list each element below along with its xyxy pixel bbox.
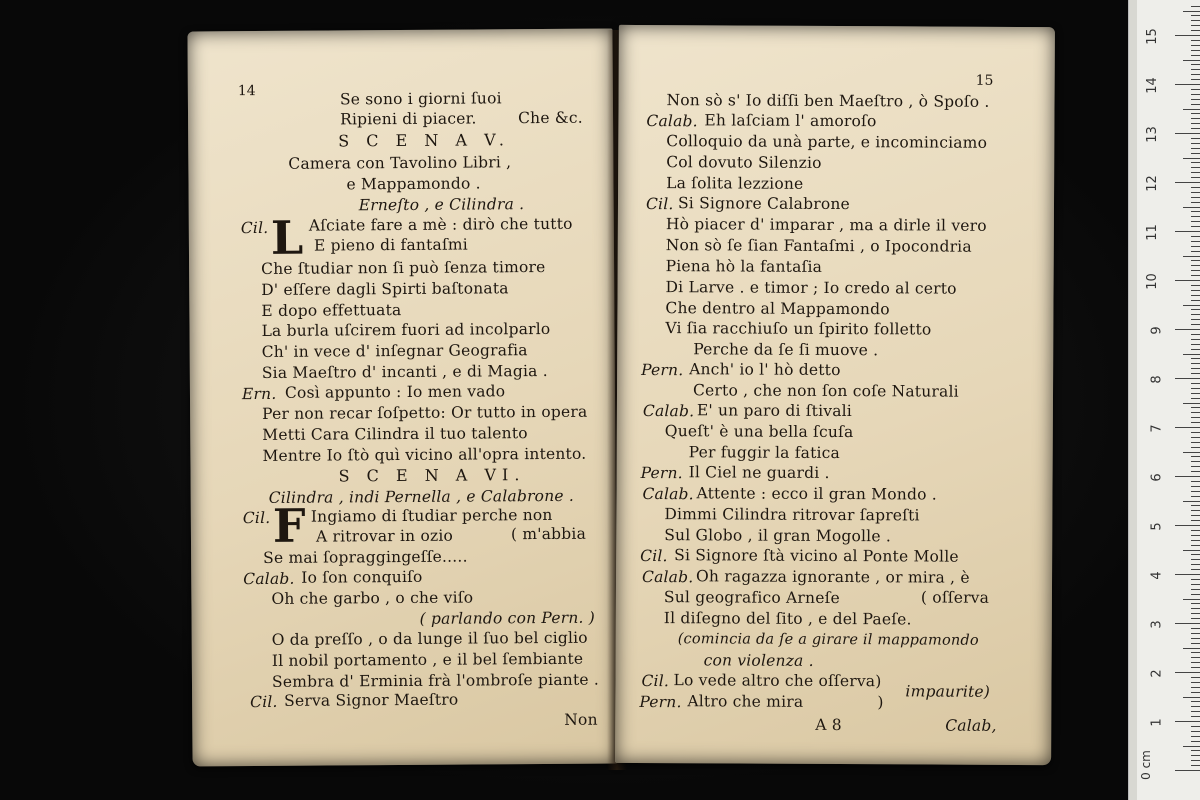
ruler-mark: 10 xyxy=(1145,273,1161,290)
speaker-label: Pern. xyxy=(639,692,682,712)
text-line: Sembra d' Erminia frà l'ombroſe piante . xyxy=(271,670,600,691)
ruler-tick xyxy=(1175,770,1200,771)
text-line: Per non recar ſoſpetto: Or tutto in opera xyxy=(262,402,588,423)
text-line: Serva Signor Maeſtro xyxy=(284,690,459,710)
ruler-mark: 4 xyxy=(1149,571,1165,580)
ruler-tick xyxy=(1191,667,1200,668)
ruler-tick xyxy=(1191,236,1200,237)
text-line: Mentre Io ſtò quì vicino all'opra intento. xyxy=(262,444,587,465)
scene-heading: S C E N A V. xyxy=(338,130,510,151)
ruler-tick xyxy=(1191,118,1200,119)
text-line: Che ſtudiar non ſi può ſenza timore xyxy=(261,257,546,278)
text-line: Si Signore Calabrone xyxy=(677,194,851,214)
text-line: Oh ragazza ignorante , or mira , è xyxy=(696,567,970,587)
ruler-unit-label: 0 cm xyxy=(1139,750,1154,780)
ruler-tick xyxy=(1191,162,1200,163)
speaker-label: Cil. xyxy=(240,218,269,238)
speaker-label: Cil. xyxy=(641,671,670,691)
ruler-tick xyxy=(1183,256,1200,257)
text-line: A ritrovar in ozio xyxy=(315,526,454,546)
ruler-tick xyxy=(1191,731,1200,732)
ruler-tick xyxy=(1191,755,1200,756)
stage-direction: ( parlando con Pern. ) xyxy=(419,608,596,628)
stage-direction: e Mappamondo . xyxy=(346,174,481,194)
ruler-tick xyxy=(1183,452,1200,453)
ruler-tick xyxy=(1191,167,1200,168)
speaker-label: Cil. xyxy=(640,546,668,566)
ruler-tick xyxy=(1191,339,1200,340)
drop-cap: F xyxy=(272,498,306,553)
ruler-tick xyxy=(1191,422,1200,423)
ruler-mark: 1 xyxy=(1149,718,1165,727)
ruler-tick xyxy=(1191,618,1200,619)
ruler-tick xyxy=(1175,133,1200,134)
text-line: Che &c. xyxy=(517,108,583,128)
text-line: Se mai ſopraggingeſſe..... xyxy=(263,547,468,567)
page-number-left: 14 xyxy=(237,83,256,100)
ruler-tick xyxy=(1191,30,1200,31)
ruler-tick xyxy=(1191,398,1200,399)
text-line: ) xyxy=(877,693,884,712)
text-line: D' eſſere dagli Spirti baſtonata xyxy=(261,279,509,299)
ruler-tick xyxy=(1191,74,1200,75)
ruler-tick xyxy=(1175,525,1200,526)
ruler-tick xyxy=(1191,530,1200,531)
ruler-tick xyxy=(1191,265,1200,266)
ruler-tick xyxy=(1191,99,1200,100)
ruler-tick xyxy=(1175,35,1200,36)
ruler-tick xyxy=(1191,251,1200,252)
ruler-tick xyxy=(1191,594,1200,595)
text-line: Non sò s' Io diſſi ben Maeſtro , ò Spoſo . xyxy=(666,91,990,111)
ruler-tick xyxy=(1191,241,1200,242)
ruler-tick xyxy=(1191,657,1200,658)
ruler-tick xyxy=(1191,324,1200,325)
ruler-mark: 5 xyxy=(1149,522,1165,531)
ruler-tick xyxy=(1191,368,1200,369)
ruler-tick xyxy=(1191,79,1200,80)
ruler-tick xyxy=(1191,393,1200,394)
ruler-tick xyxy=(1191,143,1200,144)
ruler-tick xyxy=(1191,741,1200,742)
ruler-tick xyxy=(1191,510,1200,511)
ruler-tick xyxy=(1175,574,1200,575)
ruler-tick xyxy=(1191,569,1200,570)
speaker-label: Cil. xyxy=(645,195,674,214)
drop-cap: L xyxy=(270,210,304,265)
text-line: Sul geografico Arneſe xyxy=(663,588,840,608)
ruler-tick xyxy=(1191,25,1200,26)
page-number-right: 15 xyxy=(975,72,994,89)
text-line: Piena hò la fantaſia xyxy=(665,257,823,276)
ruler-tick xyxy=(1183,501,1200,502)
right-page xyxy=(615,25,1055,765)
text-line: Metti Cara Cilindra il tuo talento xyxy=(262,424,528,444)
ruler-tick xyxy=(1191,40,1200,41)
ruler-tick xyxy=(1191,486,1200,487)
ruler-tick xyxy=(1191,496,1200,497)
text-line: Sul Globo , il gran Mogolle . xyxy=(664,526,892,546)
ruler-tick xyxy=(1191,491,1200,492)
speaker-label: Calab. xyxy=(646,112,698,131)
text-line: Di Larve . e timor ; Io credo al certo xyxy=(665,278,957,298)
ruler-tick xyxy=(1191,603,1200,604)
text-line: Queſt' è una bella ſcuſa xyxy=(664,422,854,442)
ruler-tick xyxy=(1191,461,1200,462)
ruler-tick xyxy=(1191,520,1200,521)
ruler-tick xyxy=(1175,721,1200,722)
ruler-tick xyxy=(1191,677,1200,678)
ruler-tick xyxy=(1191,559,1200,560)
text-line: ( m'abbia xyxy=(510,524,587,544)
ruler-tick xyxy=(1191,535,1200,536)
text-line: E dopo effettuata xyxy=(261,301,402,320)
ruler-tick xyxy=(1175,182,1200,183)
ruler-tick xyxy=(1191,515,1200,516)
ruler-tick xyxy=(1191,113,1200,114)
text-line: Oh che garbo , o che viſo xyxy=(271,588,474,608)
stage-direction: ( oſſerva xyxy=(920,588,990,607)
ruler-mark: 9 xyxy=(1149,326,1165,335)
ruler-tick xyxy=(1191,260,1200,261)
text-line: Anch' io l' hò detto xyxy=(689,360,841,380)
ruler-tick xyxy=(1191,334,1200,335)
ruler-tick xyxy=(1191,123,1200,124)
ruler-tick xyxy=(1191,275,1200,276)
text-line: Io ſon conquiſo xyxy=(301,567,423,587)
ruler-tick xyxy=(1191,197,1200,198)
speaker-label: Calab. xyxy=(642,484,694,504)
text-line: Hò piacer d' imparar , ma a dirle il vero xyxy=(665,215,987,235)
speaker-label: Calab. xyxy=(243,569,295,589)
ruler-tick xyxy=(1191,216,1200,217)
ruler-tick xyxy=(1191,662,1200,663)
ruler-tick xyxy=(1191,442,1200,443)
ruler-tick xyxy=(1191,20,1200,21)
ruler-tick xyxy=(1191,407,1200,408)
text-line: Il diſegno del ſito , e del Paeſe. xyxy=(663,609,912,629)
ruler-tick xyxy=(1191,221,1200,222)
ruler-tick xyxy=(1191,153,1200,154)
ruler-tick xyxy=(1191,481,1200,482)
ruler-tick xyxy=(1183,599,1200,600)
speaker-label: Pern. xyxy=(640,463,683,483)
ruler-tick xyxy=(1183,207,1200,208)
ruler-tick xyxy=(1191,45,1200,46)
ruler-tick xyxy=(1191,692,1200,693)
ruler-tick xyxy=(1191,373,1200,374)
left-page xyxy=(187,29,617,767)
ruler-tick xyxy=(1191,540,1200,541)
text-line: Non sò ſe ſian Fantaſmi , o Ipocondria xyxy=(665,236,972,256)
ruler-tick xyxy=(1191,300,1200,301)
ruler-tick xyxy=(1191,309,1200,310)
text-line: Se sono i giorni ſuoi xyxy=(339,89,502,109)
ruler-tick xyxy=(1191,447,1200,448)
ruler-tick xyxy=(1191,471,1200,472)
text-line: Ch' in vece d' inſegnar Geografia xyxy=(261,341,528,361)
text-line: Col dovuto Silenzio xyxy=(666,153,822,172)
text-line: Ingiamo di ſtudiar perche non xyxy=(310,505,553,526)
text-line: La burla uſcirem fuori ad incolparlo xyxy=(261,319,551,340)
signature-mark: A 8 xyxy=(815,715,842,735)
text-line: Vi ſia racchiuſo un ſpirito folletto xyxy=(665,319,932,339)
ruler-tick xyxy=(1183,354,1200,355)
ruler-mark: 7 xyxy=(1149,424,1165,433)
ruler-tick xyxy=(1191,417,1200,418)
ruler-tick xyxy=(1191,608,1200,609)
text-line: Si Signore ſtà vicino al Ponte Molle xyxy=(674,546,959,566)
catchword: Calab, xyxy=(945,716,997,735)
speaker-label: Cil. xyxy=(250,692,278,712)
ruler-tick xyxy=(1191,148,1200,149)
ruler-tick xyxy=(1191,554,1200,555)
stage-direction: (comincia da ſe a girare il mappamondo xyxy=(677,631,979,649)
ruler-tick xyxy=(1191,138,1200,139)
scene-heading: S C E N A VI. xyxy=(338,465,526,486)
ruler-tick xyxy=(1191,584,1200,585)
ruler-tick xyxy=(1191,344,1200,345)
text-line: Aſciate fare a mè : dirò che tutto xyxy=(308,214,573,235)
catchword: Non xyxy=(564,710,598,729)
ruler-tick xyxy=(1191,432,1200,433)
ruler-tick xyxy=(1191,285,1200,286)
ruler-tick xyxy=(1191,687,1200,688)
ruler-mark: 14 xyxy=(1145,77,1161,94)
text-line: Così appunto : Io men vado xyxy=(284,382,506,402)
ruler-tick xyxy=(1191,701,1200,702)
ruler-tick xyxy=(1191,638,1200,639)
ruler-mark: 15 xyxy=(1145,28,1161,45)
ruler-tick xyxy=(1175,378,1200,379)
ruler-tick xyxy=(1191,94,1200,95)
ruler-tick xyxy=(1191,69,1200,70)
ruler-tick xyxy=(1191,633,1200,634)
character-list: Erneſto , e Cilindra . xyxy=(358,195,525,215)
text-line: Perche da ſe ſi muove . xyxy=(693,340,879,360)
ruler-tick xyxy=(1191,437,1200,438)
ruler-tick xyxy=(1191,652,1200,653)
ruler-mark: 8 xyxy=(1149,375,1165,384)
ruler-tick xyxy=(1191,706,1200,707)
ruler-tick xyxy=(1191,192,1200,193)
ruler-tick xyxy=(1183,697,1200,698)
ruler-tick xyxy=(1183,158,1200,159)
text-line: Lo vede altro che oſſerva) xyxy=(673,671,882,691)
ruler-tick xyxy=(1191,388,1200,389)
ruler-tick xyxy=(1175,280,1200,281)
text-line: Certo , che non ſon coſe Naturali xyxy=(692,381,959,401)
ruler-mark: 6 xyxy=(1149,473,1165,482)
ruler-tick xyxy=(1183,60,1200,61)
ruler-tick xyxy=(1191,682,1200,683)
speaker-label: Pern. xyxy=(641,360,684,380)
ruler-tick xyxy=(1175,476,1200,477)
ruler-tick xyxy=(1191,358,1200,359)
ruler-edge xyxy=(1129,0,1137,800)
ruler-mark: 3 xyxy=(1149,620,1165,629)
ruler-tick xyxy=(1191,211,1200,212)
ruler-tick xyxy=(1191,466,1200,467)
ruler-tick xyxy=(1183,648,1200,649)
text-line: Sia Maeſtro d' incanti , e di Magia . xyxy=(261,361,548,382)
stage-direction: Camera con Tavolino Libri , xyxy=(288,153,512,173)
ruler-tick xyxy=(1191,270,1200,271)
stage-direction: impaurite) xyxy=(905,682,991,701)
text-line: E' un paro di ſtivali xyxy=(696,401,853,421)
ruler-tick xyxy=(1191,314,1200,315)
character-list: Cilindra , indi Pernella , e Calabrone . xyxy=(268,486,575,507)
ruler-tick xyxy=(1191,760,1200,761)
ruler-tick xyxy=(1191,128,1200,129)
ruler-tick xyxy=(1175,427,1200,428)
ruler-tick xyxy=(1191,383,1200,384)
text-line: Per fuggir la fatica xyxy=(688,443,841,463)
speaker-label: Cil. xyxy=(242,508,271,528)
ruler-tick xyxy=(1191,177,1200,178)
ruler-tick xyxy=(1183,109,1200,110)
ruler-tick xyxy=(1191,726,1200,727)
ruler-tick xyxy=(1191,64,1200,65)
ruler-mark: 13 xyxy=(1145,126,1161,143)
ruler-tick xyxy=(1175,84,1200,85)
ruler-tick xyxy=(1191,589,1200,590)
ruler-tick xyxy=(1191,246,1200,247)
ruler-tick xyxy=(1191,319,1200,320)
ruler-tick xyxy=(1191,290,1200,291)
ruler-tick xyxy=(1191,736,1200,737)
ruler-tick xyxy=(1191,456,1200,457)
text-line: Dimmi Cilindra ritrovar ſapreſti xyxy=(664,505,920,525)
stage-direction: con violenza . xyxy=(703,651,814,670)
text-line: E pieno di fantaſmi xyxy=(313,235,468,255)
text-line: Ripieni di piacer. xyxy=(339,109,477,129)
ruler-tick xyxy=(1191,412,1200,413)
ruler-tick xyxy=(1191,643,1200,644)
text-line: Eh laſciam l' amoroſo xyxy=(704,111,877,131)
ruler-tick xyxy=(1183,746,1200,747)
speaker-label: Calab. xyxy=(642,401,695,421)
ruler-tick xyxy=(1183,550,1200,551)
ruler-tick xyxy=(1191,226,1200,227)
text-line: Il Ciel ne guardi . xyxy=(688,463,830,482)
ruler-tick xyxy=(1191,716,1200,717)
text-line: Attente : ecco il gran Mondo . xyxy=(696,484,937,504)
ruler-tick xyxy=(1191,363,1200,364)
ruler-tick xyxy=(1191,613,1200,614)
ruler-tick xyxy=(1191,15,1200,16)
speaker-label: Calab. xyxy=(641,567,694,587)
ruler-tick xyxy=(1191,579,1200,580)
ruler-mark: 12 xyxy=(1145,175,1161,192)
ruler-tick xyxy=(1183,11,1200,12)
ruler-tick xyxy=(1191,711,1200,712)
ruler-tick xyxy=(1183,305,1200,306)
ruler-tick xyxy=(1175,329,1200,330)
ruler-tick xyxy=(1175,231,1200,232)
ruler-mark: 2 xyxy=(1149,669,1165,678)
text-line: O da preſſo , o da lunge il ſuo bel ciglio xyxy=(271,628,588,649)
ruler-tick xyxy=(1191,104,1200,105)
ruler-mark: 11 xyxy=(1145,224,1161,241)
ruler-tick xyxy=(1175,672,1200,673)
text-line: La ſolita lezzione xyxy=(666,174,804,193)
ruler-tick xyxy=(1191,55,1200,56)
ruler-tick xyxy=(1191,628,1200,629)
ruler-tick xyxy=(1191,6,1200,7)
ruler-tick xyxy=(1191,295,1200,296)
ruler-tick xyxy=(1191,89,1200,90)
ruler-tick xyxy=(1191,349,1200,350)
ruler-tick xyxy=(1191,564,1200,565)
ruler-tick xyxy=(1191,750,1200,751)
ruler-tick xyxy=(1175,623,1200,624)
ruler-tick xyxy=(1191,505,1200,506)
text-line: Il nobil portamento , e il bel ſembiante xyxy=(271,649,584,670)
measuring-ruler xyxy=(1128,0,1200,800)
ruler-tick xyxy=(1191,187,1200,188)
ruler-tick xyxy=(1191,765,1200,766)
ruler-tick xyxy=(1183,403,1200,404)
text-line: Altro che mira xyxy=(687,692,804,711)
ruler-tick xyxy=(1191,202,1200,203)
ruler-tick xyxy=(1191,172,1200,173)
speaker-label: Ern. xyxy=(241,384,277,404)
ruler-tick xyxy=(1191,545,1200,546)
text-line: Colloquio da unà parte, e incominciamo xyxy=(666,132,988,152)
ruler-tick xyxy=(1191,50,1200,51)
text-line: Che dentro al Mappamondo xyxy=(665,299,890,319)
